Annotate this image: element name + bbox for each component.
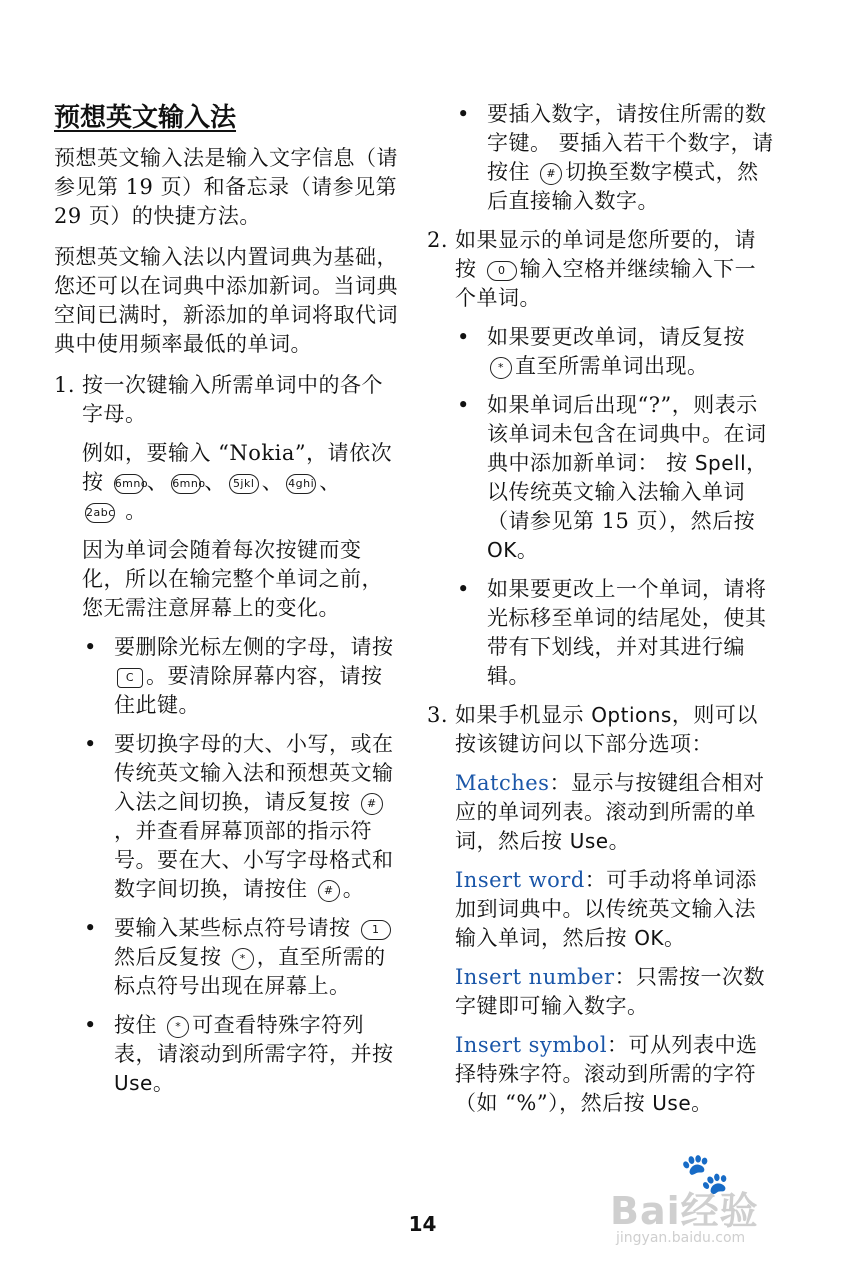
- key-2-icon: 2abc: [85, 503, 115, 523]
- key-6-icon: 6mno: [114, 474, 144, 494]
- bullet-text: 按住: [114, 1013, 157, 1037]
- bullet-text: 然后反复按: [114, 945, 222, 969]
- bullet-icon: •: [457, 102, 470, 126]
- watermark: [610, 1150, 810, 1250]
- step-1-example: [54, 439, 400, 526]
- step-3-text: 如果手机显示: [455, 703, 592, 727]
- key-0-icon: 0: [487, 261, 517, 281]
- bullet-special-chars: [54, 1011, 400, 1098]
- bullet-spell: [455, 391, 775, 565]
- option-name: Matches: [455, 771, 550, 795]
- bullet-icon: •: [457, 393, 470, 417]
- page-number: 14: [408, 1212, 437, 1236]
- softkey-options: Options: [591, 703, 672, 727]
- softkey-use: Use: [114, 1071, 153, 1095]
- separator: 、: [319, 470, 341, 494]
- key-hash-icon: #: [540, 163, 562, 185]
- separator: 、: [146, 470, 169, 494]
- key-star-icon: *: [490, 357, 512, 379]
- period: 。: [125, 499, 147, 523]
- option-desc: 。: [664, 926, 686, 950]
- bullet-text: 要切换字母的大、小写，或在传统英文输入法和预想英文输入法之间切换，请反复按: [114, 732, 394, 814]
- step-1-note: 因为单词会随着每次按键而变化，所以在输完整个单词之前，您无需注意屏幕上的变化。: [82, 538, 383, 620]
- bullet-case-switch: [54, 730, 400, 904]
- option-desc: ：可手动将单词添加到词典中。以传统英文输入法输入单词，然后按: [455, 868, 757, 950]
- section-title: 预想英文输入法: [54, 103, 237, 133]
- key-1-icon: 1: [361, 920, 391, 940]
- step-1-text: 按一次键输入所需单词中的各个字母。: [82, 373, 383, 426]
- bullet-edit-previous: [455, 575, 775, 691]
- step-2-text: 如果显示的单词是您所要的，请按: [455, 228, 756, 281]
- step-3-text: ，则可以按该键访问以下部分选项：: [455, 703, 758, 756]
- option-name: Insert symbol: [455, 1033, 608, 1057]
- step-2-number: 2.: [427, 228, 449, 252]
- step-1-number: 1.: [54, 373, 76, 397]
- option-matches: [455, 769, 775, 856]
- bullet-icon: •: [84, 732, 97, 756]
- option-desc: ：可从列表中选择特殊字符。滚动到所需的字符（如 “%”），然后按: [455, 1033, 758, 1115]
- key-c-icon: C: [117, 668, 143, 688]
- step-2-text: 输入空格并继续输入下一个单词。: [455, 257, 757, 310]
- bullet-text: 。: [152, 1071, 175, 1095]
- bullet-text: 要删除光标左侧的字母，请按: [114, 635, 394, 659]
- bullet-text: ，直至所需的标点符号出现在屏幕上。: [114, 945, 386, 998]
- paw-icon: 🐾: [680, 1151, 730, 1197]
- key-4-icon: 4ghi: [286, 474, 316, 494]
- bullet-punctuation: [54, 914, 400, 1001]
- bullet-text: 直至所需单词出现。: [515, 354, 709, 378]
- softkey-use: Use: [652, 1091, 692, 1115]
- separator: 、: [204, 470, 226, 494]
- bullet-icon: •: [84, 1013, 97, 1037]
- bullet-change-word: [455, 323, 775, 381]
- step-3-number: 3.: [427, 703, 449, 727]
- bullet-icon: •: [84, 916, 97, 940]
- right-column: [427, 100, 775, 1128]
- step-1: [54, 371, 400, 429]
- option-desc: ：只需按一次数字键即可输入数字。: [455, 965, 766, 1018]
- bullet-text: 要输入某些标点符号请按: [114, 916, 351, 940]
- bullet-insert-digits: [455, 100, 775, 216]
- option-insert-symbol: [455, 1031, 775, 1118]
- bullet-text: 要插入数字，请按住所需的数字键。 要插入若干个数字，请按住: [487, 102, 774, 184]
- key-star-icon: *: [167, 1016, 189, 1038]
- bullet-delete: [54, 633, 400, 720]
- example-prefix: 例如，要输入 “Nokia”，请依次 按: [82, 441, 393, 494]
- key-hash-icon: #: [361, 793, 383, 815]
- key-star-icon: *: [232, 948, 254, 970]
- bullet-text: 如果要更改上一个单词，请将光标移至单词的结尾处，使其带有下划线，并对其进行编辑。: [487, 577, 767, 688]
- bullet-text: 。要清除屏幕内容，请按住此键。: [114, 664, 383, 717]
- softkey-spell: Spell: [694, 451, 747, 475]
- softkey-use: Use: [569, 829, 609, 853]
- left-column: [54, 100, 400, 1108]
- option-insert-number: [455, 963, 775, 1021]
- separator: 、: [261, 470, 284, 494]
- bullet-text: 。: [342, 877, 365, 901]
- option-desc: 。: [691, 1091, 713, 1115]
- bullet-text: 切换至数字模式，然后直接输入数字。: [487, 160, 759, 213]
- watermark-brand: Bai经验: [610, 1189, 759, 1233]
- bullet-text: ，以传统英文输入法输入单词（请参见第 15 页），然后按: [487, 451, 768, 533]
- bullet-icon: •: [457, 577, 470, 601]
- bullet-text: ，并查看屏幕顶部的指示符号。要在大、小写字母格式和数字间切换，请按住: [114, 819, 394, 901]
- option-desc: ：显示与按键组合相对应的单词列表。滚动到所需的单词，然后按: [455, 771, 765, 853]
- option-name: Insert number: [455, 965, 615, 989]
- watermark-url: jingyan.baidu.com: [616, 1230, 746, 1246]
- option-desc: 。: [608, 829, 631, 853]
- bullet-icon: •: [457, 325, 470, 349]
- option-insert-word: [455, 866, 775, 953]
- key-hash-icon: #: [318, 880, 340, 902]
- option-name: Insert word: [455, 868, 585, 892]
- key-6-icon: 6mno: [171, 474, 201, 494]
- softkey-ok: OK: [634, 926, 665, 950]
- bullet-text: 如果要更改单词，请反复按: [487, 325, 745, 349]
- step-2: [427, 226, 775, 313]
- intro-paragraph-1: 预想英文输入法是输入文字信息（请参见第 19 页）和备忘录（请参见第 29 页）的快捷方法。: [54, 146, 398, 228]
- intro-paragraph-2: 预想英文输入法以内置词典为基础，您还可以在词典中添加新词。当词典空间已满时，新添加的单词将取代词典中使用频率最低的单词。: [54, 245, 398, 356]
- bullet-text: 可查看特殊字符列表，请滚动到所需字符，并按: [114, 1013, 394, 1066]
- bullet-text: 。: [516, 538, 539, 562]
- softkey-ok: OK: [487, 538, 517, 562]
- bullet-icon: •: [84, 635, 97, 659]
- key-5-icon: 5jkl: [229, 474, 259, 494]
- step-3: [427, 701, 775, 759]
- bullet-text: 如果单词后出现“?”，则表示该单词未包含在词典中。在词典中添加新单词： 按: [487, 393, 767, 475]
